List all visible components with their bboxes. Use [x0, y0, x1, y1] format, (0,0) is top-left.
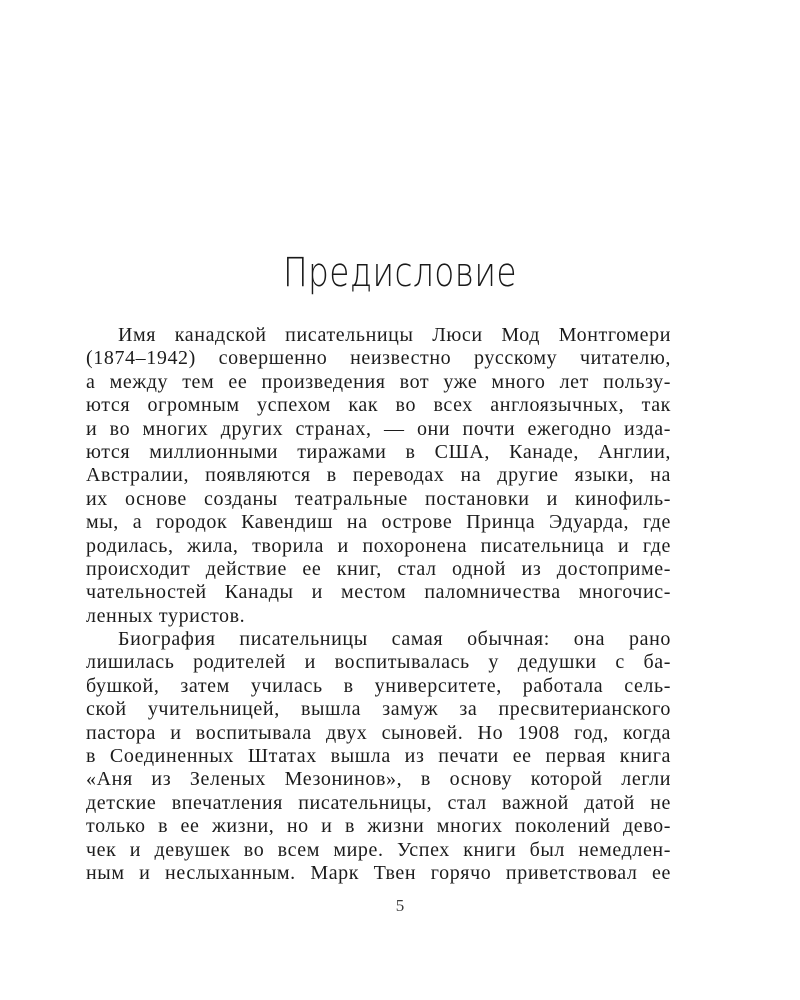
paragraph-1-line-1: Имя канадской писательницы Люси Мод Монтгомери: [118, 324, 671, 346]
paragraph-2-line-3: бушкой, затем училась в университете, работала сель-: [86, 674, 671, 697]
page-number: 5: [395, 896, 405, 915]
paragraph-2-line-10: чек и девушек во всем мире. Успех книги был немедлен-: [86, 838, 671, 861]
paragraph-2-line-7: «Аня из Зеленых Мезонинов», в основу которой легли: [86, 768, 671, 791]
paragraph-1-line-2: (1874–1942) совершенно неизвестно русскому читателю,: [86, 347, 671, 370]
paragraph-1-line-7: Австралии, появляются в переводах на другие языки, на: [86, 464, 671, 487]
paragraph-2-line-5: пастора и воспитывала двух сыновей. Но 1908 год, когда: [86, 721, 671, 744]
paragraph-1-line-5: и во многих других странах, — они почти ежегодно изда-: [86, 417, 671, 440]
paragraph-2-line-6: в Соединенных Штатах вышла из печати ее первая книга: [86, 745, 671, 768]
paragraph-2-line-9: только в ее жизни, но и в жизни многих поколений дево-: [86, 815, 671, 838]
paragraph-1-line-6: ются миллионными тиражами в США, Канаде, Англии,: [86, 440, 671, 463]
paragraph-1-line-4: ются огромным успехом как во всех англоязычных, так: [86, 394, 671, 417]
paragraph-2-line-4: ской учительницей, вышла замуж за пресвитерианского: [86, 698, 671, 721]
paragraph-1-line-8: их основе созданы театральные постановки и кинофиль-: [86, 487, 671, 510]
paragraph-2-line-2: лишилась родителей и воспитывалась у дедушки с ба-: [86, 651, 671, 674]
paragraph-2-line-1: Биография писательницы самая обычная: она рано: [118, 628, 671, 651]
paragraph-1-line-13: ленных туристов.: [86, 604, 246, 627]
body-text: [86, 324, 671, 885]
paragraph-2-line-11: ным и неслыханным. Марк Твен горячо приветствовал ее: [86, 861, 671, 884]
paragraph-1-line-11: происходит действие ее книг, стал одной из достоприме-: [86, 557, 671, 580]
paragraph-1-line-3: а между тем ее произведения вот уже много лет пользу-: [86, 370, 671, 393]
paragraph-2-line-8: детские впечатления писательницы, стал важной датой не: [86, 791, 671, 814]
page-title: Предисловие: [282, 250, 518, 296]
paragraph-1-line-12: чательностей Канады и местом паломничества многочис-: [86, 581, 671, 604]
paragraph-1-line-9: мы, а городок Кавендиш на острове Принца Эдуарда, где: [86, 511, 671, 534]
paragraph-1-line-10: родилась, жила, творила и похоронена писательница и где: [86, 534, 671, 557]
